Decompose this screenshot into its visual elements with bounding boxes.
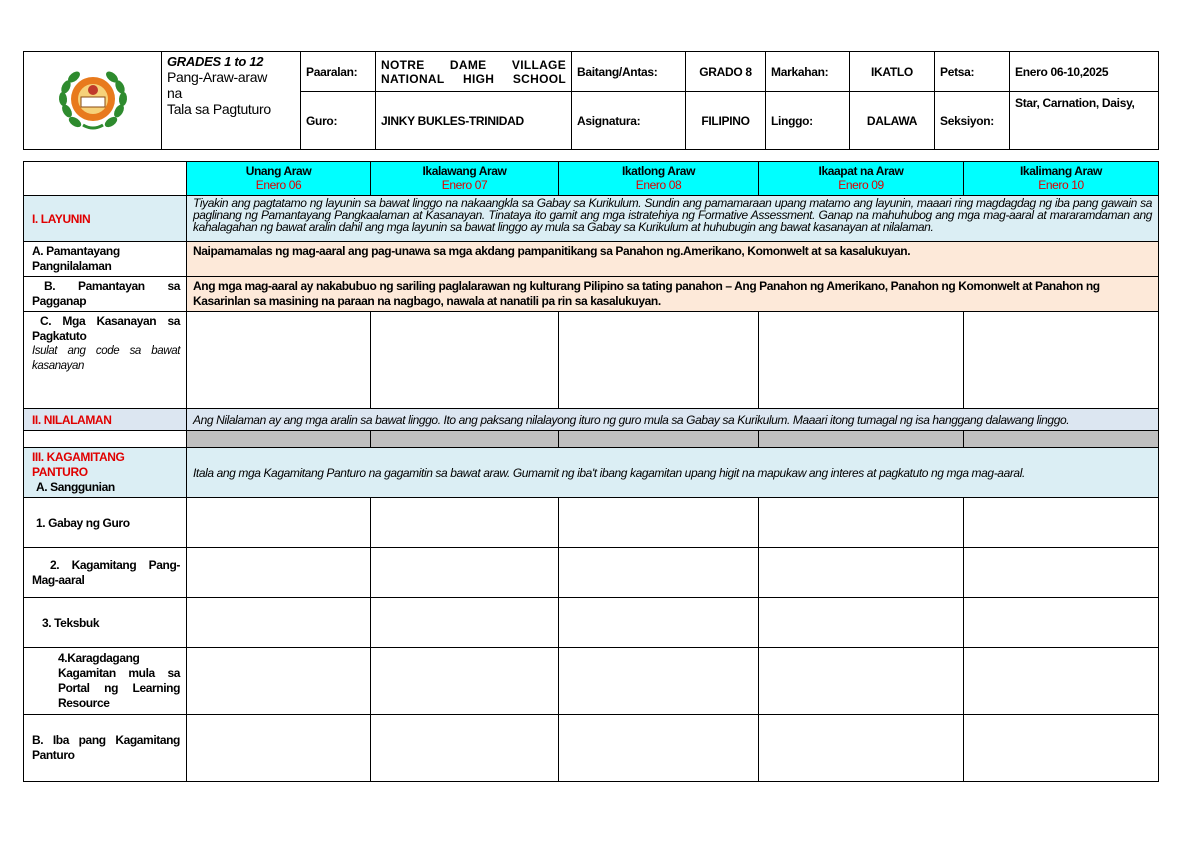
kasanayan-label — [24, 312, 187, 409]
kasanayan-day-5[interactable] — [964, 312, 1159, 409]
pangmag-label: 2. Kagamitang Pang-Mag-aaral — [24, 548, 187, 598]
kasanayan-label-2: Pagkatuto — [32, 329, 87, 343]
linggo-value: DALAWA — [850, 92, 935, 150]
day-date: Enero 09 — [838, 178, 884, 192]
baitang-value: GRADO 8 — [686, 52, 766, 92]
kagamitan-text: Itala ang mga Kagamitang Panturo na gagamitin sa bawat araw. Gumamit ng iba't ibang kagamitan upang higit na mapukaw ang interes at pagkatuto ng mga mag-aaral. — [187, 448, 1159, 498]
day-name: Ikaapat na Araw — [818, 164, 904, 178]
day-date: Enero 10 — [1038, 178, 1084, 192]
spacer-day-4 — [759, 431, 964, 448]
day-name: Ikatlong Araw — [621, 164, 696, 178]
teksbuk-day-1[interactable] — [187, 598, 371, 648]
day-name: Ikalawang Araw — [422, 164, 507, 178]
pangmag-day-4[interactable] — [759, 548, 964, 598]
pangnilalaman-label-2: Pangnilalaman — [32, 259, 112, 273]
pagganap-label-1: B. Pamantayan sa — [44, 279, 180, 293]
baitang-label: Baitang/Antas: — [572, 52, 686, 92]
lr-day-5[interactable] — [964, 648, 1159, 715]
lr-day-3[interactable] — [559, 648, 759, 715]
pagganap-text: Ang mga mag-aaral ay nakabubuo ng sariling paglalarawan ng kulturang Pilipino sa tating panahon – Ang Panahon ng Amerikano, Panahon ng Komonwelt at Panahon ng Kasarinlan sa masining na paraan na nagbago, nawala at nanatili pa rin sa kasalukuyan. — [187, 277, 1159, 312]
grades-label: GRADES 1 to 12 — [167, 54, 264, 69]
lesson-table — [23, 161, 1159, 782]
teksbuk-day-2[interactable] — [371, 598, 559, 648]
petsa-label: Petsa: — [935, 52, 1010, 92]
day-name: Ikalimang Araw — [1020, 164, 1102, 178]
kasanayan-day-1[interactable] — [187, 312, 371, 409]
header-table — [23, 51, 1159, 150]
title-line-1: Pang-Araw-araw — [167, 69, 268, 85]
day-date: Enero 06 — [255, 178, 302, 192]
kasanayan-note: Isulat ang code sa bawat kasanayan — [32, 345, 180, 372]
spacer-day-2 — [371, 431, 559, 448]
day-date: Enero 08 — [635, 178, 682, 192]
spacer-label — [24, 431, 187, 448]
iba-label: B. Iba pang Kagamitang Panturo — [24, 715, 187, 782]
iba-day-5[interactable] — [964, 715, 1159, 782]
gabay-label: 1. Gabay ng Guro — [24, 498, 187, 548]
day-header-3 — [559, 162, 759, 196]
guro-label: Guro: — [301, 92, 376, 150]
petsa-value: Enero 06-10,2025 — [1010, 52, 1159, 92]
guro-value: JINKY BUKLES-TRINIDAD — [376, 92, 572, 150]
pangmag-day-1[interactable] — [187, 548, 371, 598]
markahan-value: IKATLO — [850, 52, 935, 92]
paaralan-label: Paaralan: — [301, 52, 376, 92]
gabay-day-4[interactable] — [759, 498, 964, 548]
sanggunian-label: A. Sanggunian — [36, 480, 115, 494]
corner-cell — [24, 162, 187, 196]
seksiyon-value: Star, Carnation, Daisy, — [1010, 92, 1159, 150]
nilalaman-label: II. NILALAMAN — [24, 409, 187, 431]
title-line-2: na — [167, 85, 182, 101]
gabay-day-5[interactable] — [964, 498, 1159, 548]
lr-label: 4.Karagdagang Kagamitan mula sa Portal ng Learning Resource — [24, 648, 187, 715]
pangmag-day-5[interactable] — [964, 548, 1159, 598]
school-logo — [24, 52, 162, 150]
lr-day-2[interactable] — [371, 648, 559, 715]
kasanayan-day-2[interactable] — [371, 312, 559, 409]
spacer-day-3 — [559, 431, 759, 448]
day-header-5 — [964, 162, 1159, 196]
kagamitan-label — [24, 448, 187, 498]
spacer-day-5 — [964, 431, 1159, 448]
pagganap-label-2: Pagganap — [32, 294, 87, 308]
day-header-4 — [759, 162, 964, 196]
day-name: Unang Araw — [245, 164, 312, 178]
asignatura-value: FILIPINO — [686, 92, 766, 150]
school-seal-icon — [53, 59, 133, 139]
day-header-1 — [187, 162, 371, 196]
teksbuk-day-3[interactable] — [559, 598, 759, 648]
day-date: Enero 07 — [441, 178, 488, 192]
layunin-text: Tiyakin ang pagtatamo ng layunin sa bawat linggo na nakaangkla sa Gabay sa Kurikulum. Sundin ang pamamaraan upang matamo ang layunin, maaari ring magdagdag ng iba pang gawain sa paglinang ng Pamantayang Pangkaalaman at Kasanayan. Tinataya ito gamit ang mga istratehiya ng Formative Assessment. Ganap na mahuhubog ang mga mag-aaral at mararamdaman ang kahalagahan ng bawat aralin dahil ang mga layunin sa bawat linggo ay mula sa Gabay sa Kurikulum at huhubugin ang bawat kasanayan at nilalaman. — [187, 196, 1159, 242]
gabay-day-1[interactable] — [187, 498, 371, 548]
title-line-3: Tala sa Pagtuturo — [167, 101, 271, 117]
spacer-day-1 — [187, 431, 371, 448]
pagganap-label — [24, 277, 187, 312]
layunin-label: I. LAYUNIN — [24, 196, 187, 242]
kasanayan-day-3[interactable] — [559, 312, 759, 409]
kagamitan-label-1: III. KAGAMITANG — [32, 450, 125, 464]
pangnilalaman-label-1: A. Pamantayang — [32, 244, 120, 258]
pangnilalaman-label — [24, 242, 187, 277]
gabay-day-2[interactable] — [371, 498, 559, 548]
lr-day-4[interactable] — [759, 648, 964, 715]
iba-day-4[interactable] — [759, 715, 964, 782]
gabay-day-3[interactable] — [559, 498, 759, 548]
nilalaman-text: Ang Nilalaman ay ang mga aralin sa bawat linggo. Ito ang paksang nilalayong ituro ng guro mula sa Gabay sa Kurikulum. Maaari itong tumagal ng isa hanggang dalawang linggo. — [187, 409, 1159, 431]
kagamitan-label-2: PANTURO — [32, 465, 88, 479]
pangmag-day-3[interactable] — [559, 548, 759, 598]
markahan-label: Markahan: — [766, 52, 850, 92]
asignatura-label: Asignatura: — [572, 92, 686, 150]
pangmag-day-2[interactable] — [371, 548, 559, 598]
kasanayan-label-1: C. Mga Kasanayan sa — [40, 314, 180, 328]
linggo-label: Linggo: — [766, 92, 850, 150]
teksbuk-label: 3. Teksbuk — [24, 598, 187, 648]
teksbuk-day-5[interactable] — [964, 598, 1159, 648]
iba-day-2[interactable] — [371, 715, 559, 782]
day-header-2 — [371, 162, 559, 196]
lr-day-1[interactable] — [187, 648, 371, 715]
kasanayan-day-4[interactable] — [759, 312, 964, 409]
paaralan-value: NOTRE DAME VILLAGE NATIONAL HIGH SCHOOL — [376, 52, 572, 92]
teksbuk-day-4[interactable] — [759, 598, 964, 648]
title-cell — [162, 52, 301, 150]
seksiyon-label: Seksiyon: — [935, 92, 1010, 150]
iba-day-1[interactable] — [187, 715, 371, 782]
iba-day-3[interactable] — [559, 715, 759, 782]
pangnilalaman-text: Naipamamalas ng mag-aaral ang pag-unawa sa mga akdang pampanitikang sa Panahon ng.Amerikano, Komonwelt at sa kasalukuyan. — [187, 242, 1159, 277]
